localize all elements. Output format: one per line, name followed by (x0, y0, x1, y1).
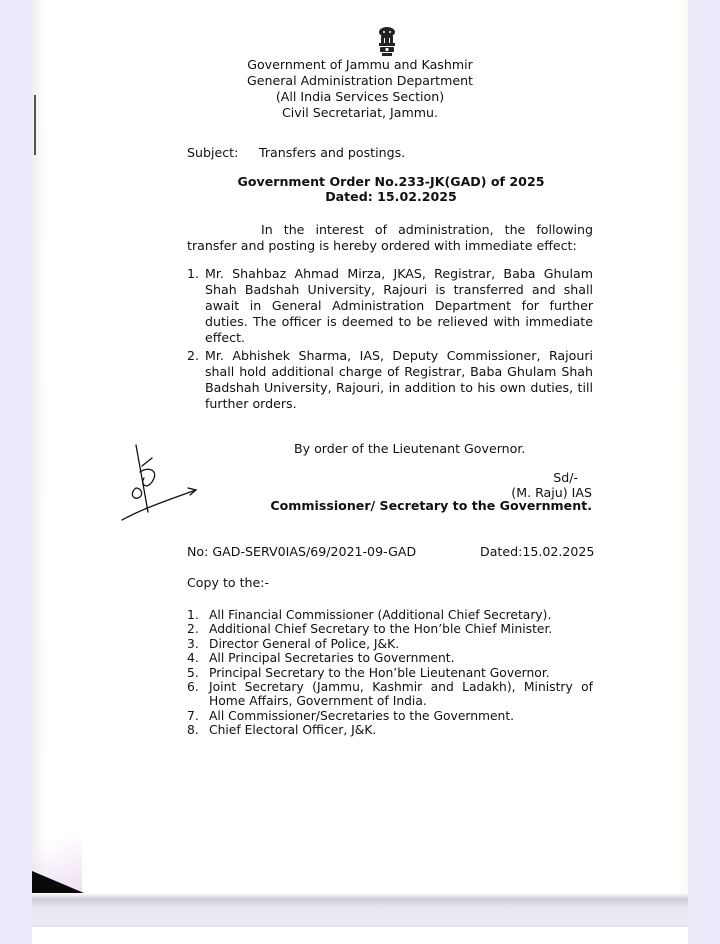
order-item-number: 1. (187, 266, 200, 281)
page-scan-edge-right (676, 0, 688, 893)
copy-item-number: 6. (187, 680, 199, 695)
reference-date: Dated:15.02.2025 (480, 544, 595, 559)
copy-item-number: 5. (187, 665, 199, 680)
copy-to-list (187, 608, 593, 738)
copy-to-item (187, 651, 593, 665)
header-line: Civil Secretariat, Jammu. (281, 105, 438, 120)
order-list (187, 348, 593, 412)
header-government (0, 57, 720, 73)
signatory-name: (M. Raju) IAS (511, 485, 592, 500)
copy-item-text: All Commissioner/Secretaries to the Government. (209, 708, 515, 723)
authority-line: By order of the Lieutenant Governor. (294, 441, 526, 456)
copy-item-text: All Principal Secretaries to Government. (209, 651, 455, 666)
order-item (187, 266, 593, 346)
copy-to-item (187, 666, 593, 680)
copy-to-item (187, 680, 593, 709)
copy-item-text: Director General of Police, J&K. (209, 636, 400, 651)
copy-to-item (187, 608, 593, 622)
order-item (187, 348, 593, 412)
copy-item-number: 8. (187, 723, 199, 738)
header-line: Government of Jammu and Kashmir (247, 57, 473, 72)
intro-paragraph: In the interest of administration, the following transfer and posting is hereby ordered with immediate effect: (187, 222, 593, 253)
copy-to-item (187, 709, 593, 723)
copy-to-item (187, 723, 593, 737)
copy-to-item (187, 622, 593, 636)
scan-corner-fold (32, 871, 84, 893)
subject-text: Transfers and postings. (259, 145, 406, 160)
copy-item-text-cont: Home Affairs, Government of India. (209, 694, 427, 709)
copy-item-text: Additional Chief Secretary to the Hon’ble Chief Minister. (209, 622, 553, 637)
copy-item-text: Joint Secretary (Jammu, Kashmir and Ladakh), Ministry of (209, 680, 593, 695)
header-section (0, 89, 720, 105)
order-item-number: 2. (187, 348, 200, 363)
copy-item-number: 2. (187, 622, 199, 637)
header-line: General Administration Department (247, 73, 473, 88)
signed-mark: Sd/- (553, 470, 578, 485)
reference-number: No: GAD-SERV0IAS/69/2021-09-GAD (187, 544, 417, 559)
order-item-text: Mr. Abhishek Sharma, IAS, Deputy Commissioner, Rajouri shall hold additional charge of Registrar, Baba Ghulam Shah Badshah University, Rajouri, in addition to his own duties, till further orders. (205, 348, 593, 411)
header-department (0, 73, 720, 89)
header-location (0, 105, 720, 121)
copy-item-number: 7. (187, 708, 199, 723)
copy-to-label: Copy to the:- (187, 575, 270, 590)
order-list (187, 266, 593, 346)
copy-to-item (187, 637, 593, 651)
copy-item-text: Principal Secretary to the Hon’ble Lieutenant Governor. (209, 665, 550, 680)
copy-item-text: Chief Electoral Officer, J&K. (209, 723, 377, 738)
order-number: Government Order No.233-JK(GAD) of 2025 (237, 174, 545, 189)
next-document-page (32, 927, 688, 944)
signatory-title: Commissioner/ Secretary to the Government. (270, 498, 592, 513)
copy-item-number: 4. (187, 651, 199, 666)
subject-label: Subject: (187, 145, 239, 160)
order-date: Dated: 15.02.2025 (325, 189, 457, 204)
copy-item-number: 1. (187, 608, 199, 622)
header-line: (All India Services Section) (275, 89, 445, 104)
subject-row (187, 145, 405, 160)
copy-item-number: 3. (187, 636, 199, 651)
page-separator (32, 893, 688, 927)
copy-item-text: All Financial Commissioner (Additional Chief Secretary). (209, 608, 552, 622)
order-item-text: Mr. Shahbaz Ahmad Mirza, JKAS, Registrar, Baba Ghulam Shah Badshah University, Rajouri is transferred and shall await in General Administration Department for further duties. The officer is deemed to be relieved with immediate effect. (205, 266, 593, 345)
national-emblem-icon (376, 26, 398, 58)
